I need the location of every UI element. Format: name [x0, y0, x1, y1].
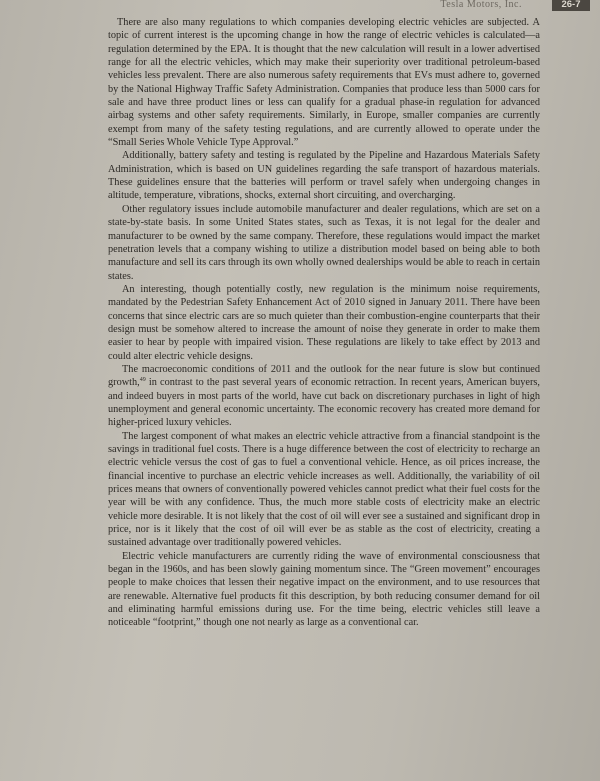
page-number-badge: 26-7 — [552, 0, 590, 11]
paragraph-regulations: There are also many regulations to which companies developing electric vehicles are subjected. A topic of current interest is the upcoming change in how the range of electric vehicles is calculated—a regulation determined by the EPA. It is thought that the new calculation will result in a lower advertised range for all the electric vehicles, which may make their superiority over traditional petroleum-based vehicles less prevalent. There are also numerous safety requirements that EVs must adhere to, governed by the National Highway Traffic Safety Administration. Companies that produce less than 5000 cars for sale and have three product lines or less can qualify for a gradual phase-in regulation for advanced airbag systems and other safety requirements. Similarly, in Europe, smaller companies are currently exempt from many of the safety testing regulations, and are currently allowed to operate under the “Small Series Whole Vehicle Type Approval.” — [108, 17, 540, 149]
paragraph-noise-requirements: An interesting, though potentially costly, new regulation is the minimum noise requirements, mandated by the Pedestrian Safety Enhancement Act of 2010 signed in January 2011. There have been concerns that since electric cars are so much quieter than their combustion-engine counterparts that their design must be somehow altered to increase the amount of noise they generate in order to make them easier to hear by people with impaired vision. These regulations are likely to take effect by 2013 and could alter electric vehicle designs. — [108, 283, 540, 362]
body-text — [108, 16, 540, 630]
paragraph-battery-safety: Additionally, battery safety and testing is regulated by the Pipeline and Hazardous Materials Safety Administration, which is based on UN guidelines regarding the safe transport of hazardous materials. These guidelines ensure that the batteries will perform or travel safely when undergoing changes in altitude, temperature, vibrations, shocks, external short circuiting, and overcharging. — [108, 150, 540, 202]
paragraph-macroeconomic — [108, 363, 540, 430]
paragraph-fuel-costs: The largest component of what makes an electric vehicle attractive from a financial standpoint is the savings in traditional fuel costs. There is a huge difference between the cost of electricity to recharge an electric vehicle versus the cost of gas to fuel a conventional vehicle. Hence, as oil prices increase, the financial incentive to purchase an electric vehicle increases as well. Additionally, the variability of oil prices means that owners of conventionally powered vehicles cannot predict what their fuel costs for the year will be with any confidence. Thus, the much more stable costs of electricity make an electric vehicle more desirable. It is not likely that the cost of oil will ever see a sustained and significant drop in price, nor is it likely that the cost of oil will ever be as stable as the cost of electricity, creating a sustained advantage over traditionally powered vehicles. — [108, 430, 540, 549]
macro-text-end: in contrast to the past several years of economic retraction. In recent years, American buyers, and indeed buyers in most parts of the world, have cut back on discretionary purchases in light of high unemployment and general economic uncertainty. The economic recovery has created more demand for higher-priced luxury vehicles. — [108, 377, 540, 429]
running-header — [0, 0, 600, 14]
running-title: Tesla Motors, Inc. — [440, 0, 522, 10]
macro-text-start: The macroeconomic conditions of 2011 and the outlook for the near future is slow but continued growth, — [108, 363, 540, 389]
footnote-marker: 49 — [139, 377, 146, 384]
paragraph-green-movement: Electric vehicle manufacturers are currently riding the wave of environmental consciousness that began in the 1960s, and has been slowly gaining momentum since. The “Green movement” encourages people to make choices that lessen their negative impact on the environment, and to use resources that are renewable. Alternative fuel products fit this description, by both reducing consumer demand for oil and eliminating harmful emissions during use. For the time being, electric vehicles still leave a noticeable “footprint,” though one not nearly as large as a conventional car. — [108, 550, 540, 629]
paragraph-dealer-regulations: Other regulatory issues include automobile manufacturer and dealer regulations, which are set on a state-by-state basis. In some United States states, such as Texas, it is not legal for the dealer and manufacturer to be owned by the same company. Therefore, these regulations would impact the market penetration levels that a company wishing to utilize a distribution model based on being able to both manufacture and sell its cars through its own wholly owned dealerships would be able to reach in certain states. — [108, 203, 540, 282]
